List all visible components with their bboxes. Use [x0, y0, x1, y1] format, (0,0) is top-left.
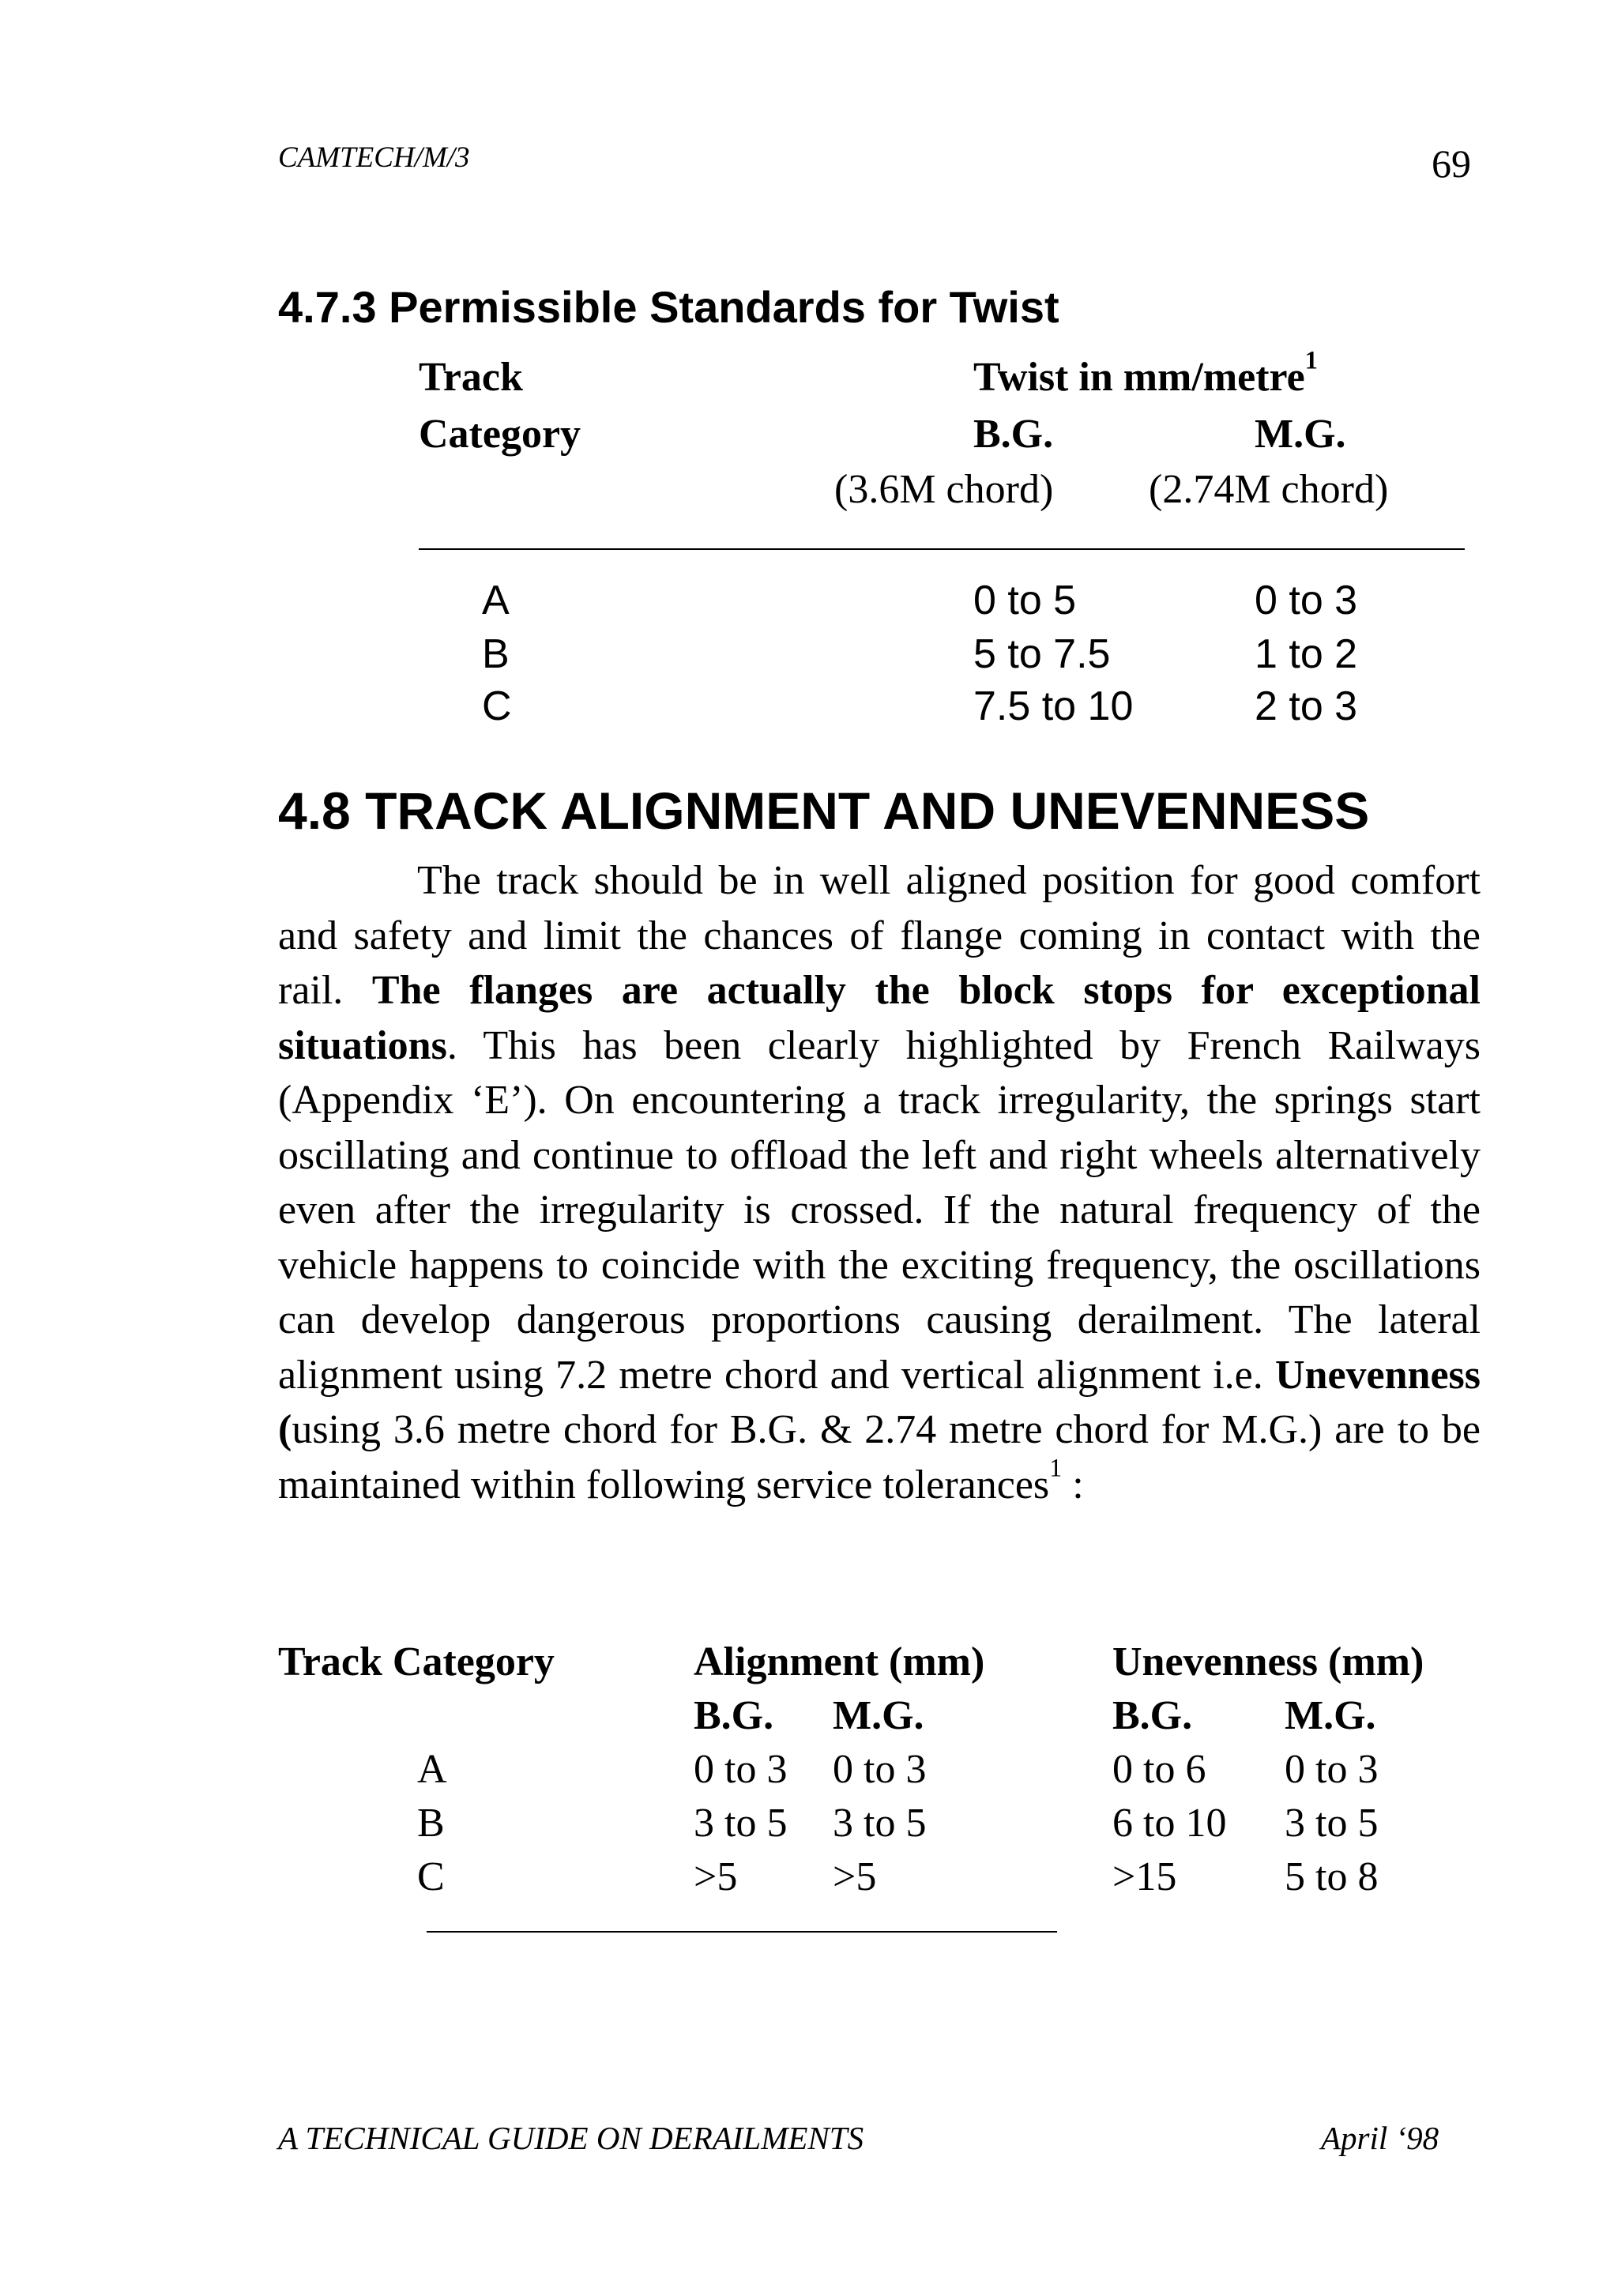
tol-align-mg-label: M.G.: [833, 1693, 924, 1738]
paragraph-text-1: The track should be in well aligned position for good comfort and safety and limit the chances of flange coming in contact with the rail.: [278, 858, 1481, 1013]
twist-row-b-mg: 1 to 2: [1255, 631, 1358, 677]
tol-row-c-category: C: [417, 1854, 445, 1899]
tol-row-c-unev-mg: 5 to 8: [1285, 1854, 1379, 1899]
twist-col-bg-label: B.G.: [973, 412, 1054, 457]
twist-row-b-category: B: [482, 631, 510, 677]
paragraph-footnote-mark: 1: [1049, 1453, 1063, 1482]
twist-row-c-bg: 7.5 to 10: [973, 683, 1134, 729]
twist-row-a-category: A: [482, 578, 510, 623]
tol-unev-mg-label: M.G.: [1285, 1693, 1376, 1738]
twist-row-a-bg: 0 to 5: [973, 578, 1077, 623]
twist-row-c-category: C: [482, 683, 512, 729]
section-heading-4-7-3: 4.7.3 Permissible Standards for Twist: [278, 282, 1059, 332]
tol-row-c-align-mg: >5: [833, 1854, 877, 1899]
twist-col-category-label: Category: [419, 412, 581, 457]
twist-bg-chord-label: (3.6M chord): [834, 467, 1054, 512]
twist-row-b-bg: 5 to 7.5: [973, 631, 1111, 677]
tol-row-b-unev-mg: 3 to 5: [1285, 1801, 1379, 1846]
tol-row-a-unev-bg: 0 to 6: [1112, 1747, 1206, 1792]
twist-mg-chord-label: (2.74M chord): [1149, 467, 1389, 512]
tol-row-b-align-bg: 3 to 5: [694, 1801, 788, 1846]
running-footer-date: April ‘98: [1321, 2120, 1439, 2156]
twist-row-a-mg: 0 to 3: [1255, 578, 1358, 623]
tol-col-track-category: Track Category: [278, 1639, 555, 1684]
tol-row-b-category: B: [417, 1801, 445, 1846]
paragraph-bold-unevenness: Unevenness (: [278, 1352, 1481, 1452]
tol-row-a-unev-mg: 0 to 3: [1285, 1747, 1379, 1792]
paragraph-text-3: using 3.6 metre chord for B.G. & 2.74 metre chord for M.G.) are to be maintained within following service tolerances: [278, 1407, 1481, 1507]
running-footer-title: A TECHNICAL GUIDE ON DERAILMENTS: [278, 2120, 864, 2156]
tol-unev-bg-label: B.G.: [1112, 1693, 1193, 1738]
tol-row-c-unev-bg: >15: [1112, 1854, 1177, 1899]
tol-row-b-align-mg: 3 to 5: [833, 1801, 927, 1846]
twist-col-mg-label: M.G.: [1255, 412, 1346, 457]
twist-col-twist-label: [973, 345, 1318, 401]
tol-row-b-unev-bg: 6 to 10: [1112, 1801, 1227, 1846]
paragraph-bold-flanges: The flanges are actually the block stops for exceptional situations: [278, 968, 1481, 1068]
paragraph-text-end: :: [1062, 1462, 1084, 1507]
twist-footnote-mark: 1: [1304, 345, 1318, 375]
tol-col-alignment: Alignment (mm): [694, 1639, 985, 1684]
tol-row-a-align-mg: 0 to 3: [833, 1747, 927, 1792]
section-heading-4-8: 4.8 TRACK ALIGNMENT AND UNEVENNESS: [278, 781, 1370, 840]
twist-col-track-label: Track: [419, 355, 523, 400]
tol-row-c-align-bg: >5: [694, 1854, 738, 1899]
tolerance-table-rule: [427, 1931, 1057, 1933]
running-header-doc-code: CAMTECH/M/3: [278, 141, 470, 174]
tol-col-unevenness: Unevenness (mm): [1112, 1639, 1424, 1684]
paragraph-text-2: . This has been clearly highlighted by French Railways (Appendix ‘E’). On encountering a track irregularity, the springs start oscillating and continue to offload the left and right wheels alternatively even after the irregularity is crossed. If the natural frequency of the vehicle happens to coincide with the exciting frequency, the oscillations can develop dangerous proportions causing derailment. The lateral alignment using 7.2 metre chord and vertical alignment i.e.: [278, 1022, 1481, 1398]
twist-table-rule: [419, 548, 1465, 550]
twist-row-c-mg: 2 to 3: [1255, 683, 1358, 729]
section-4-8-paragraph: [278, 853, 1481, 1512]
page-number: 69: [1432, 141, 1471, 186]
tol-row-a-category: A: [417, 1747, 447, 1792]
tol-align-bg-label: B.G.: [694, 1693, 774, 1738]
tol-row-a-align-bg: 0 to 3: [694, 1747, 788, 1792]
twist-col-twist-text: Twist in mm/metre: [973, 355, 1305, 400]
